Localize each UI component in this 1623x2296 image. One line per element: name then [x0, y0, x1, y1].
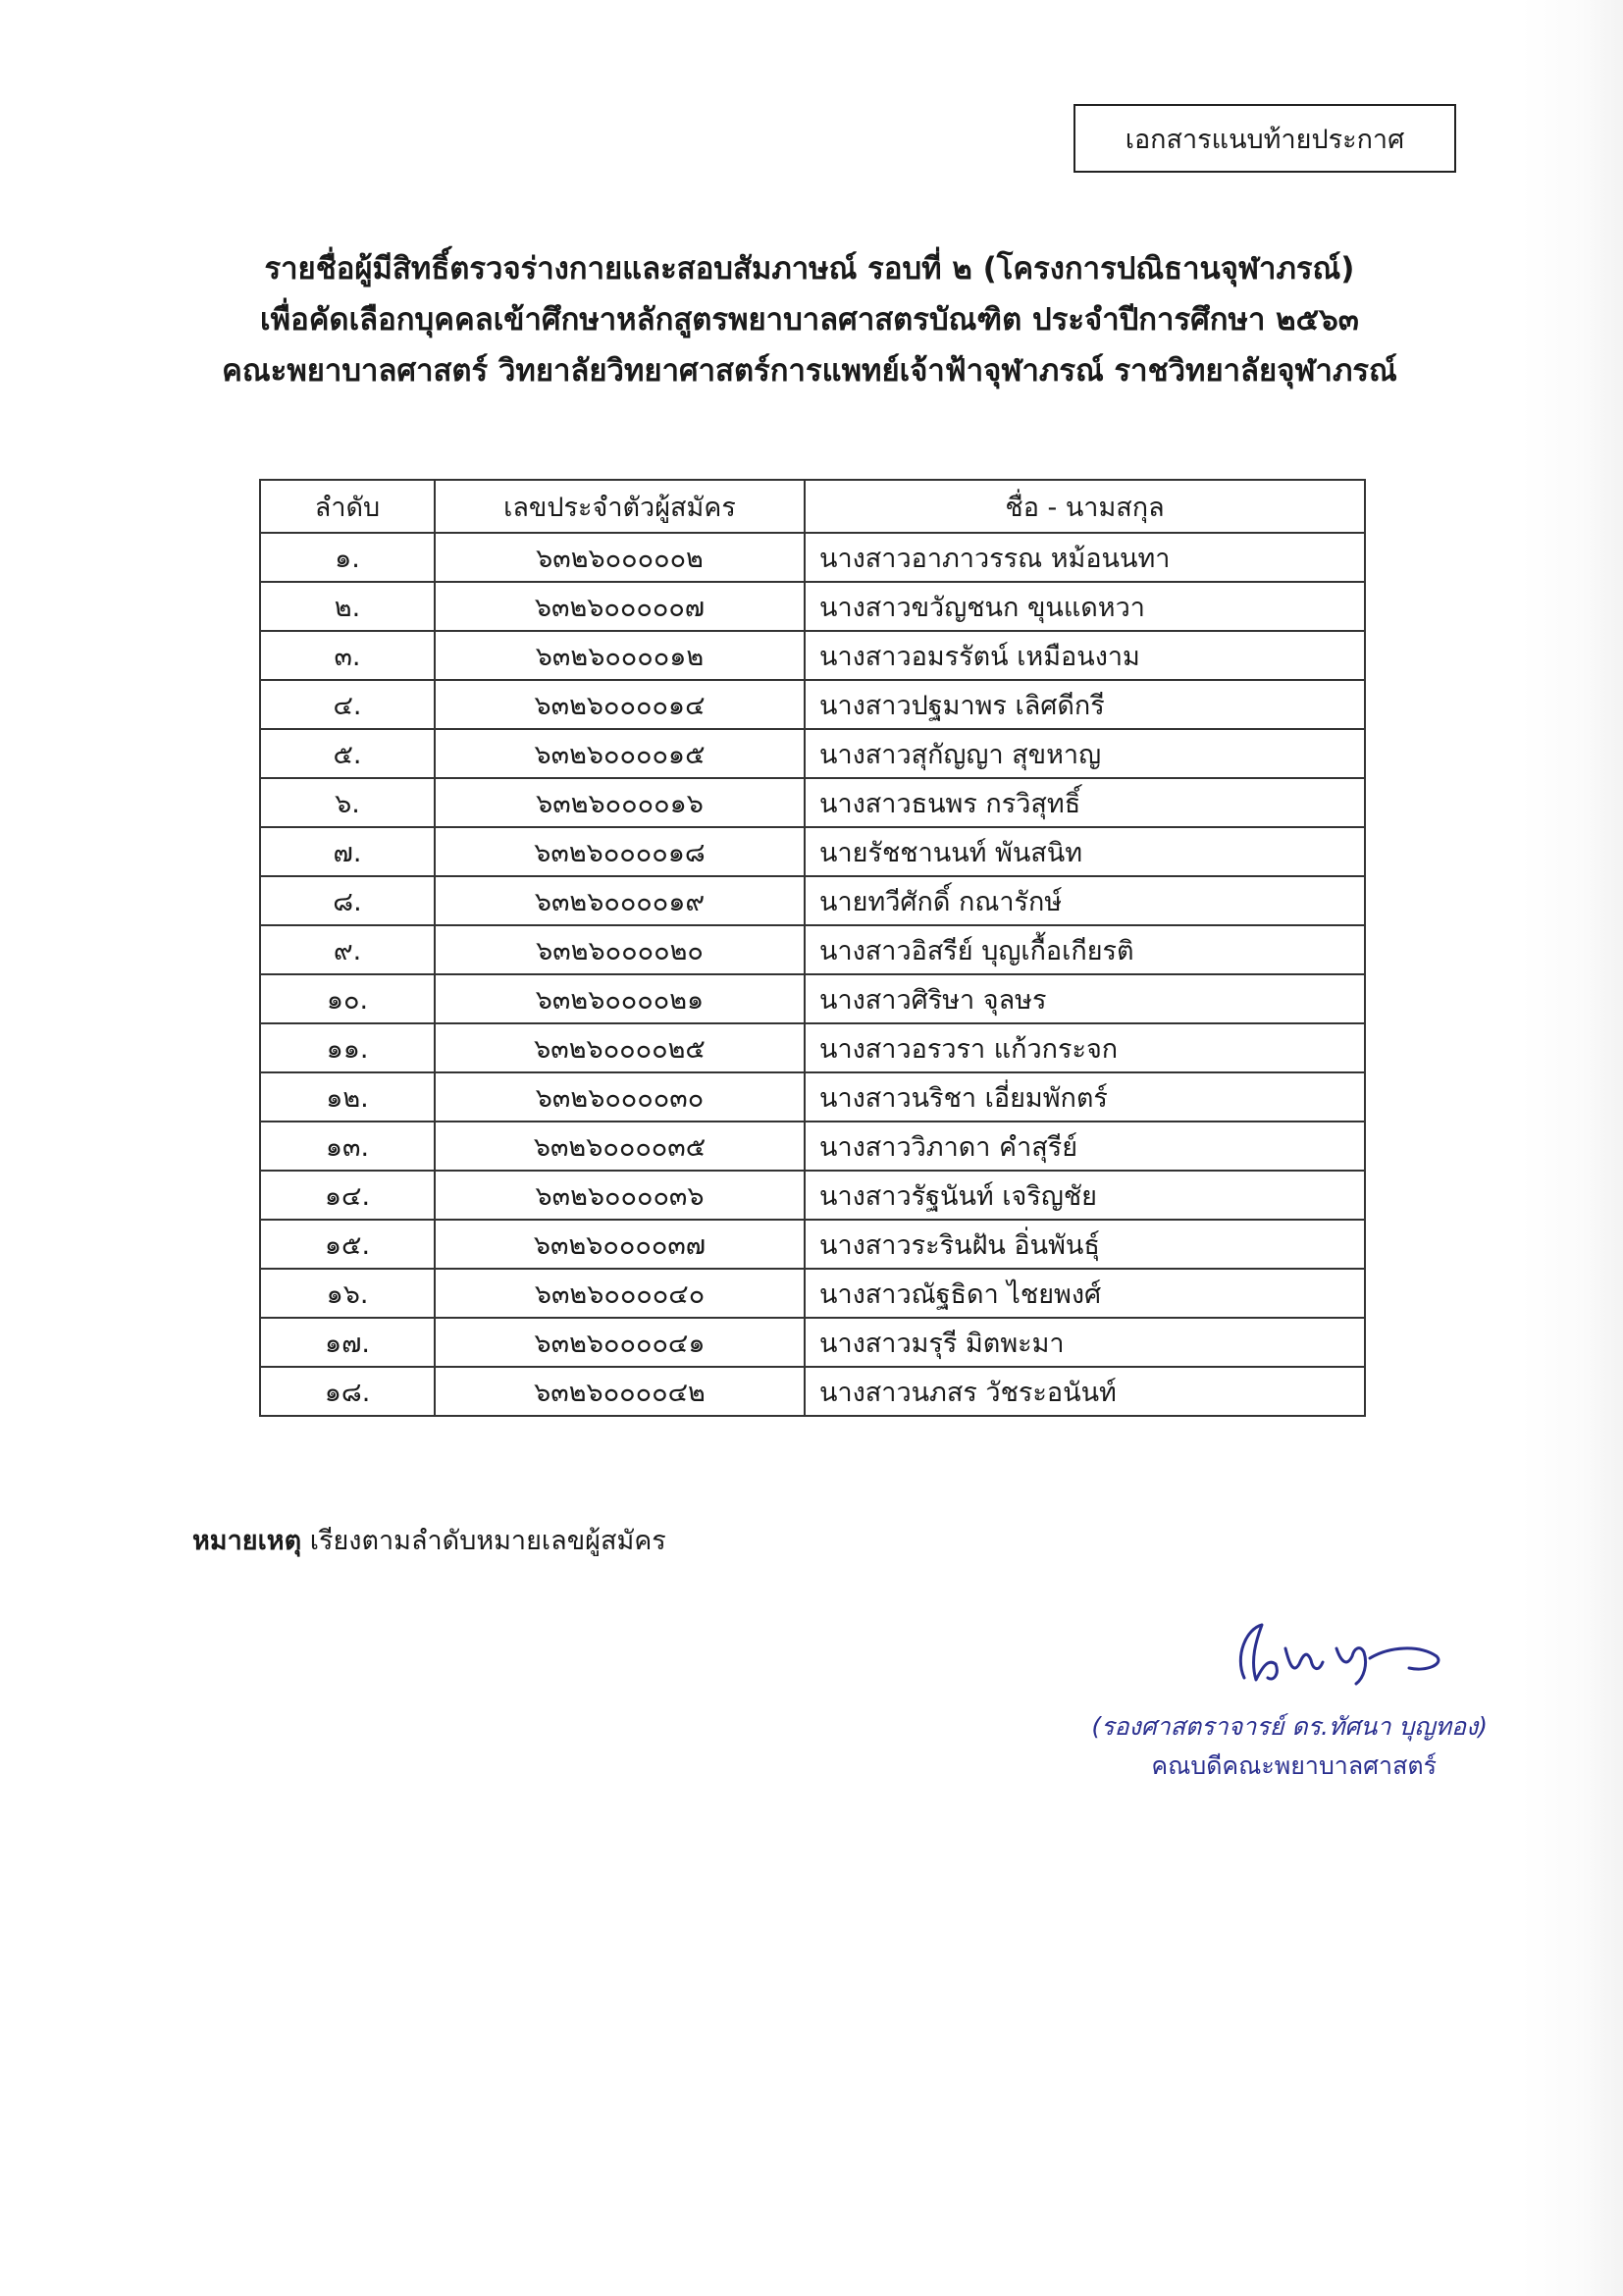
applicant-name: นางสาวอรวรา แก้วกระจก [805, 1023, 1365, 1072]
row-number: ๖. [260, 778, 435, 827]
applicant-name: นายทวีศักดิ์ กณารักษ์ [805, 876, 1365, 925]
row-number: ๔. [260, 680, 435, 729]
applicant-id: ๖๓๒๖๐๐๐๐๒๑ [435, 974, 805, 1023]
signature-block [1040, 1609, 1511, 1786]
footnote [192, 1519, 666, 1561]
attachment-label-box [1073, 104, 1456, 173]
applicant-name: นางสาวรัฐนันท์ เจริญชัย [805, 1171, 1365, 1220]
applicant-id: ๖๓๒๖๐๐๐๐๐๒ [435, 533, 805, 582]
applicant-id: ๖๓๒๖๐๐๐๐๒๕ [435, 1023, 805, 1072]
page-edge-shadow [1521, 0, 1623, 2296]
row-number: ๑๓. [260, 1122, 435, 1171]
applicant-id: ๖๓๒๖๐๐๐๐๑๖ [435, 778, 805, 827]
table-row [260, 1023, 1365, 1072]
applicant-id: ๖๓๒๖๐๐๐๐๒๐ [435, 925, 805, 974]
applicant-name: นางสาวปฐมาพร เลิศดีกรี [805, 680, 1365, 729]
table-row [260, 974, 1365, 1023]
attachment-label: เอกสารแนบท้ายประกาศ [1125, 124, 1405, 155]
applicant-name: นางสาวอมรรัตน์ เหมือนงาม [805, 631, 1365, 680]
applicant-id: ๖๓๒๖๐๐๐๐๔๒ [435, 1367, 805, 1416]
row-number: ๓. [260, 631, 435, 680]
applicant-id: ๖๓๒๖๐๐๐๐๐๗ [435, 582, 805, 631]
row-number: ๑๗. [260, 1318, 435, 1367]
row-number: ๕. [260, 729, 435, 778]
applicant-id: ๖๓๒๖๐๐๐๐๔๑ [435, 1318, 805, 1367]
applicant-name: นางสาวสุกัญญา สุขหาญ [805, 729, 1365, 778]
applicant-id: ๖๓๒๖๐๐๐๐๓๐ [435, 1072, 805, 1122]
footnote-text: เรียงตามลำดับหมายเลขผู้สมัคร [309, 1526, 666, 1556]
row-number: ๑. [260, 533, 435, 582]
heading-line-3: คณะพยาบาลศาสตร์ วิทยาลัยวิทยาศาสตร์การแพทย์เจ้าฟ้าจุฬาภรณ์ ราชวิทยาลัยจุฬาภรณ์ [222, 353, 1397, 389]
applicant-name: นางสาวศิริษา จุลษร [805, 974, 1365, 1023]
applicant-name: นางสาววิภาดา คำสุรีย์ [805, 1122, 1365, 1171]
table-row [260, 1318, 1365, 1367]
signer-name: (รองศาสตราจารย์ ดร.ทัศนา บุญทอง) [1091, 1712, 1488, 1741]
applicant-name: นายรัชชานนท์ พันสนิท [805, 827, 1365, 876]
table-row [260, 1220, 1365, 1269]
applicant-id: ๖๓๒๖๐๐๐๐๑๔ [435, 680, 805, 729]
applicant-id: ๖๓๒๖๐๐๐๐๓๖ [435, 1171, 805, 1220]
table-row [260, 680, 1365, 729]
table-row [260, 876, 1365, 925]
applicant-name: นางสาวระรินฝัน อิ่นพันธุ์ [805, 1220, 1365, 1269]
row-number: ๙. [260, 925, 435, 974]
applicant-id: ๖๓๒๖๐๐๐๐๓๗ [435, 1220, 805, 1269]
applicant-name: นางสาวธนพร กรวิสุทธิ์ [805, 778, 1365, 827]
row-number: ๘. [260, 876, 435, 925]
applicant-id: ๖๓๒๖๐๐๐๐๑๕ [435, 729, 805, 778]
row-number: ๒. [260, 582, 435, 631]
heading-line-1: รายชื่อผู้มีสิทธิ์ตรวจร่างกายและสอบสัมภาษณ์ รอบที่ ๒ (โครงการปณิธานจุฬาภรณ์) [264, 251, 1355, 287]
applicant-id: ๖๓๒๖๐๐๐๐๑๙ [435, 876, 805, 925]
applicant-name: นางสาวขวัญชนก ขุนแดหวา [805, 582, 1365, 631]
table-row [260, 1171, 1365, 1220]
row-number: ๑๕. [260, 1220, 435, 1269]
row-number: ๑๑. [260, 1023, 435, 1072]
applicant-name: นางสาวอาภาวรรณ หม้อนนทา [805, 533, 1365, 582]
table-row [260, 533, 1365, 582]
table-row [260, 925, 1365, 974]
applicant-name: นางสาวนริชา เอี่ยมพักตร์ [805, 1072, 1365, 1122]
document-heading [98, 243, 1521, 396]
table-row [260, 582, 1365, 631]
table-row [260, 1072, 1365, 1122]
column-header-id: เลขประจำตัวผู้สมัคร [435, 480, 805, 533]
handwritten-signature [1217, 1609, 1462, 1697]
applicant-name: นางสาวมรุรี มิตพะมา [805, 1318, 1365, 1367]
applicant-table [259, 479, 1366, 1417]
table-row [260, 1122, 1365, 1171]
row-number: ๑๖. [260, 1269, 435, 1318]
footnote-label: หมายเหตุ [192, 1526, 302, 1556]
table-row [260, 1367, 1365, 1416]
row-number: ๗. [260, 827, 435, 876]
row-number: ๑๘. [260, 1367, 435, 1416]
applicant-name: นางสาวณัฐธิดา ไชยพงศ์ [805, 1269, 1365, 1318]
applicant-name: นางสาวอิสรีย์ บุญเกื้อเกียรติ [805, 925, 1365, 974]
row-number: ๑๐. [260, 974, 435, 1023]
table-row [260, 631, 1365, 680]
applicant-name: นางสาวนภสร วัชระอนันท์ [805, 1367, 1365, 1416]
table-row [260, 729, 1365, 778]
table-row [260, 1269, 1365, 1318]
applicant-id: ๖๓๒๖๐๐๐๐๑๒ [435, 631, 805, 680]
heading-line-2: เพื่อคัดเลือกบุคคลเข้าศึกษาหลักสูตรพยาบาลศาสตรบัณฑิต ประจำปีการศึกษา ๒๕๖๓ [260, 302, 1359, 338]
applicant-id: ๖๓๒๖๐๐๐๐๔๐ [435, 1269, 805, 1318]
row-number: ๑๒. [260, 1072, 435, 1122]
row-number: ๑๔. [260, 1171, 435, 1220]
column-header-name: ชื่อ - นามสกุล [805, 480, 1365, 533]
signer-position: คณบดีคณะพยาบาลศาสตร์ [1151, 1751, 1437, 1780]
table-header-row [260, 480, 1365, 533]
applicant-id: ๖๓๒๖๐๐๐๐๓๕ [435, 1122, 805, 1171]
table-row [260, 778, 1365, 827]
table-row [260, 827, 1365, 876]
applicant-id: ๖๓๒๖๐๐๐๐๑๘ [435, 827, 805, 876]
column-header-no: ลำดับ [260, 480, 435, 533]
